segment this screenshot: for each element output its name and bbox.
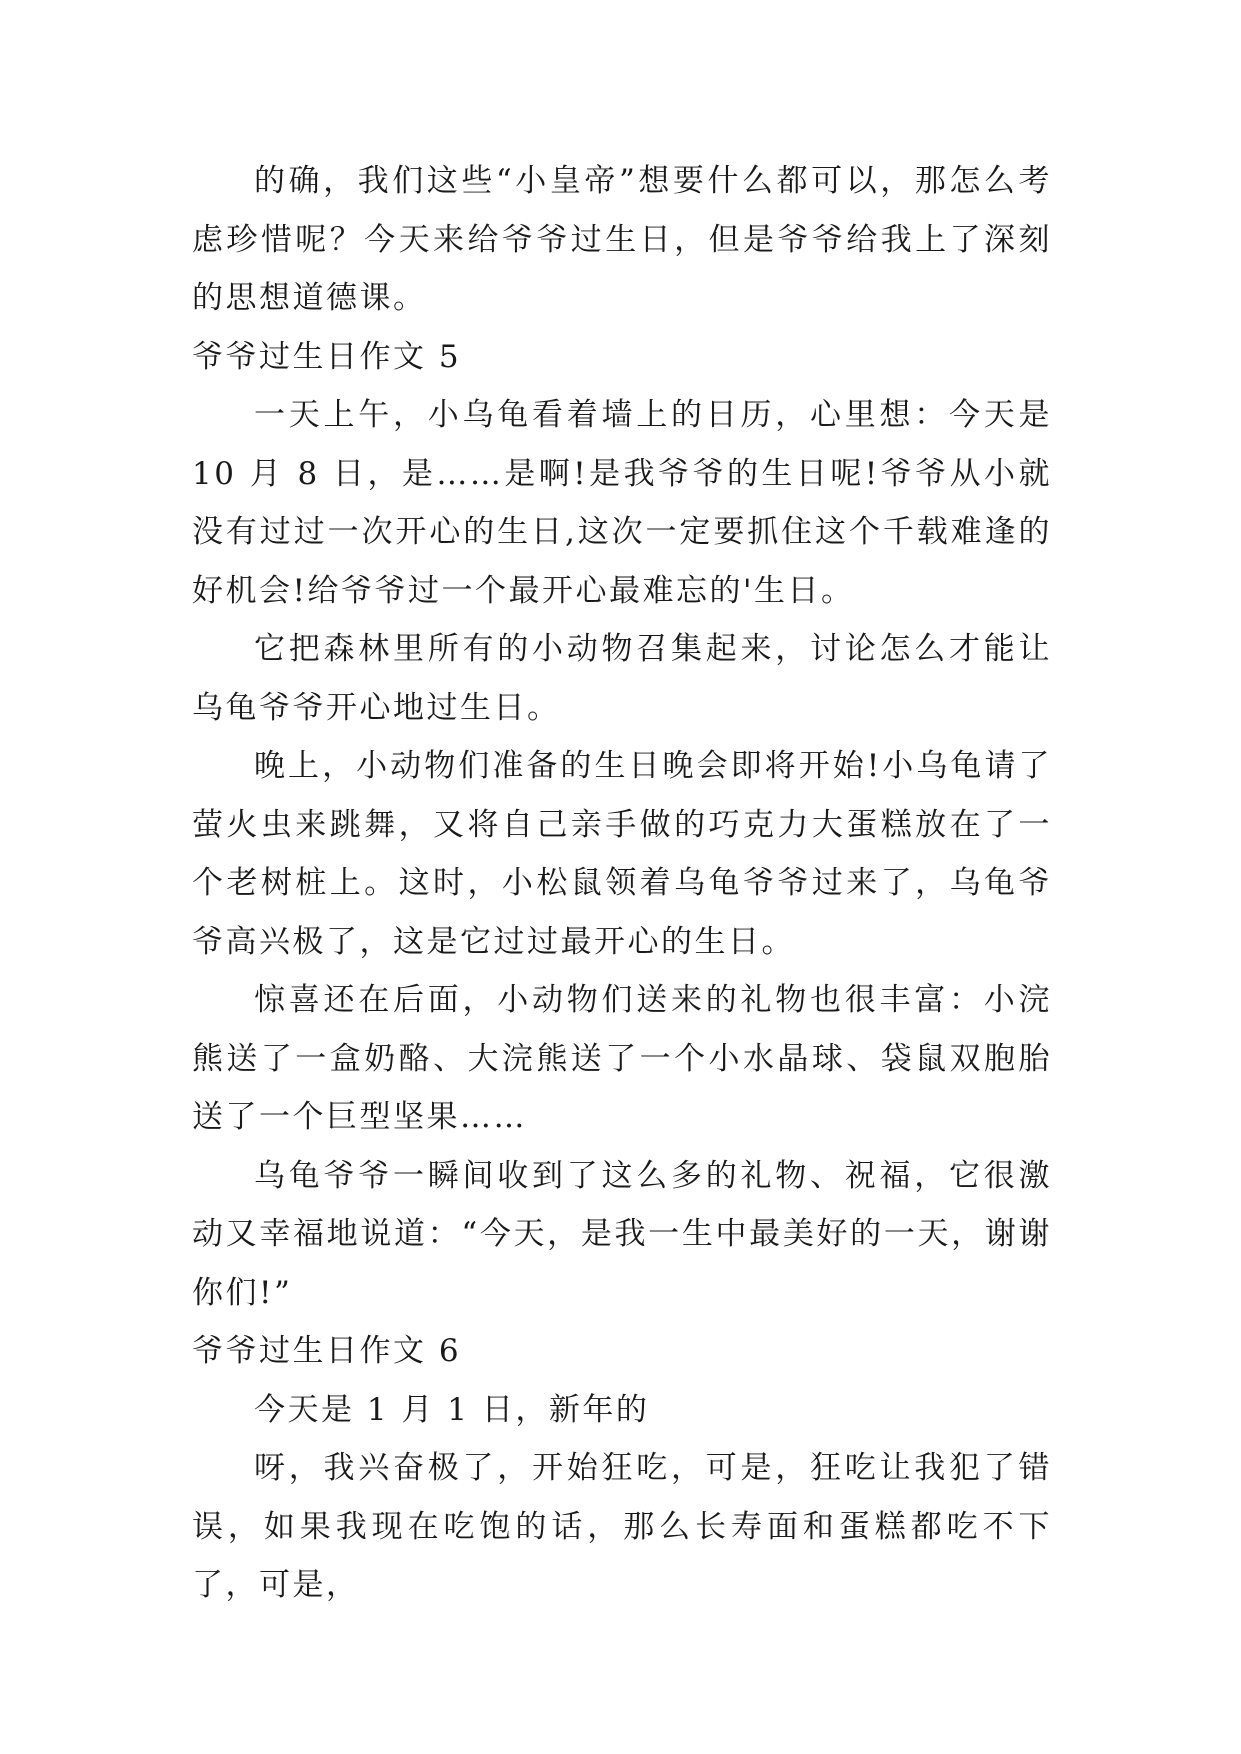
paragraph: 今天是 1 月 1 日，新年的 (254, 1391, 650, 1428)
paragraph: 的确，我们这些“小皇帝”想要什么都可以，那怎么考虑珍惜呢？今天来给爷爷过生日，但是爷爷给我上了深刻的思想道德课。 (192, 163, 1052, 316)
paragraph: 晚上，小动物们准备的生日晚会即将开始!小乌龟请了萤火虫来跳舞，又将自己亲手做的巧克力大蛋糕放在了一个老树桩上。这时，小松鼠领着乌龟爷爷过来了，乌龟爷爷高兴极了，这是它过过最开心的生日。 (192, 748, 1052, 960)
paragraph: 一天上午，小乌龟看着墙上的日历，心里想：今天是 10 月 8 日，是……是啊!是我爷爷的生日呢!爷爷从小就没有过过一次开心的生日,这次一定要抓住这个千载难逢的好机会!给爷爷过一个最开心最难忘的'生日。 (192, 397, 1052, 609)
paragraph: 乌龟爷爷一瞬间收到了这么多的礼物、祝福，它很激动又幸福地说道：“今天，是我一生中最美好的一天，谢谢你们!” (192, 1157, 1052, 1311)
paragraph: 惊喜还在后面，小动物们送来的礼物也很丰富：小浣熊送了一盒奶酪、大浣熊送了一个小水晶球、袋鼠双胞胎送了一个巨型坚果…… (192, 982, 1052, 1135)
section-heading: 爷爷过生日作文 6 (192, 1333, 462, 1369)
paragraph: 它把森林里所有的小动物召集起来，讨论怎么才能让乌龟爷爷开心地过生日。 (192, 631, 1052, 726)
document-page (192, 152, 1052, 1615)
section-heading: 爷爷过生日作文 5 (192, 338, 462, 375)
paragraph: 呀，我兴奋极了，开始狂吃，可是，狂吃让我犯了错误，如果我现在吃饱的话，那么长寿面和蛋糕都吃不下了，可是， (192, 1450, 1052, 1603)
